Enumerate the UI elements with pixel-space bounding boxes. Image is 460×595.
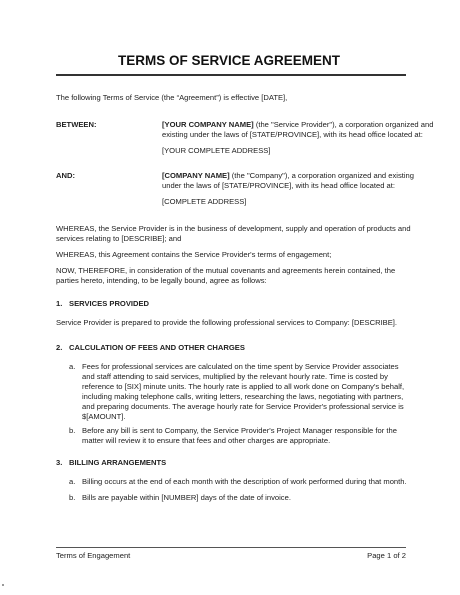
margin-mark <box>2 584 4 586</box>
and-party-line-1 <box>162 171 414 181</box>
section-heading: CALCULATION OF FEES AND OTHER CHARGES <box>69 343 245 352</box>
list-item-line: matter will review it to ensure that fees and other charges are appropriate. <box>82 436 331 445</box>
list-item-line: Billing occurs at the end of each month with the description of work performed during that month. <box>82 477 407 486</box>
list-item-line: Fees for professional services are calculated on the time spent by Service Provider associates <box>82 362 399 371</box>
list-item-letter: b. <box>69 493 76 502</box>
footer-document-name: Terms of Engagement <box>56 551 131 560</box>
and-party-text-1: (the "Company"), a corporation organized and existing <box>229 171 415 180</box>
and-address: [COMPLETE ADDRESS] <box>162 197 247 206</box>
between-party-name: [YOUR COMPANY NAME] <box>162 120 254 129</box>
title-rule <box>56 74 406 76</box>
list-item-line: Bills are payable within [NUMBER] days of the date of invoice. <box>82 493 291 502</box>
between-party-line-2: existing under the laws of [STATE/PROVINCE], with its head office located at: <box>162 130 423 139</box>
section-number: 1. <box>56 299 63 308</box>
list-item-line: $[AMOUNT]. <box>82 412 126 421</box>
now-therefore-line-2: parties hereto, intending, to be legally bound, agree as follows: <box>56 276 267 285</box>
section-number: 2. <box>56 343 63 352</box>
between-party-line-1 <box>162 120 433 130</box>
now-therefore-line-1: NOW, THEREFORE, in consideration of the mutual covenants and agreements herein contained, the <box>56 266 396 275</box>
list-item-line: including making telephone calls, writing letters, researching the laws, negotiating with partners, <box>82 392 404 401</box>
list-item-line: reference to [SIX] minute units. The hourly rate is applied to all work done on Company's behalf, <box>82 382 405 391</box>
page-title: TERMS OF SERVICE AGREEMENT <box>117 53 341 68</box>
footer-page-number: Page 1 of 2 <box>367 551 406 560</box>
and-label: AND: <box>56 171 75 180</box>
list-item-line: and staff attending to said services, multiplied by the relevant hourly rate. Time is costed by <box>82 372 388 381</box>
footer-rule <box>56 547 406 548</box>
list-item-line: Before any bill is sent to Company, the Service Provider's Project Manager responsible for the <box>82 426 397 435</box>
whereas-1-line-2: services relating to [DESCRIBE]; and <box>56 234 182 243</box>
section-heading: SERVICES PROVIDED <box>69 299 150 308</box>
list-item-letter: a. <box>69 362 76 371</box>
whereas-1-line-1: WHEREAS, the Service Provider is in the business of development, supply and operation of products and <box>56 224 411 233</box>
list-item-line: and preparing documents. The average hourly rate for Service Provider's professional service is <box>82 402 404 411</box>
between-label: BETWEEN: <box>56 120 97 129</box>
section-body: Service Provider is prepared to provide the following professional services to Company: [DESCRIBE]. <box>56 318 398 327</box>
section-number: 3. <box>56 458 63 467</box>
section-heading: BILLING ARRANGEMENTS <box>69 458 167 467</box>
list-item-letter: b. <box>69 426 76 435</box>
and-party-line-2: under the laws of [STATE/PROVINCE], with its head office located at: <box>162 181 395 190</box>
list-item-letter: a. <box>69 477 76 486</box>
between-party-text-1: (the "Service Provider"), a corporation organized and <box>253 120 434 129</box>
intro-paragraph: The following Terms of Service (the “Agreement”) is effective [DATE], <box>56 93 288 102</box>
and-party-name: [COMPANY NAME] <box>162 171 230 180</box>
whereas-2: WHEREAS, this Agreement contains the Service Provider's terms of engagement; <box>56 250 332 259</box>
between-address: [YOUR COMPLETE ADDRESS] <box>162 146 271 155</box>
